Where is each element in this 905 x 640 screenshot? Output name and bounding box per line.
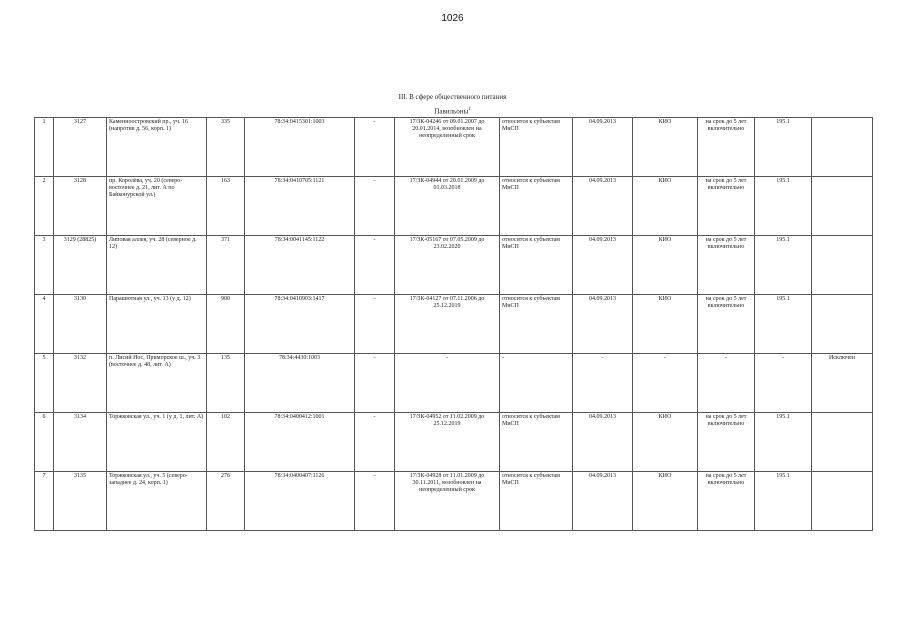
cell-lease-contract: 17/ЗК-04952 от 11.02.2009 до 25.12.2019 — [395, 413, 500, 472]
cell-smb-status: - — [500, 354, 573, 413]
cell-smb-status: относится к субъектам МиСП — [500, 236, 573, 295]
cell-code: 195.1 — [755, 118, 812, 177]
cell-row-number: 7 — [35, 472, 54, 531]
cell-object-id: 3134 — [54, 413, 107, 472]
cell-address: пр. Королёва, уч. 20 (северо-восточнее д. 21, лит. А по Байконурской ул.) — [107, 177, 207, 236]
cell-date: 04.09.2013 — [573, 236, 633, 295]
cell-address: Парашютная ул., уч. 13 (у д. 12) — [107, 295, 207, 354]
cell-lease-contract: - — [395, 354, 500, 413]
cell-address: Торжковская ул., уч. 5 (северо-западнее д. 24, корп. 1) — [107, 472, 207, 531]
cell-note — [812, 177, 873, 236]
cell-column-5: - — [355, 236, 395, 295]
cell-date: 04.09.2013 — [573, 177, 633, 236]
cell-code: 195.1 — [755, 413, 812, 472]
cell-code: - — [755, 354, 812, 413]
cell-column-5: - — [355, 354, 395, 413]
cell-column-5: - — [355, 118, 395, 177]
cell-note — [812, 236, 873, 295]
cell-note — [812, 295, 873, 354]
cell-area: 163 — [207, 177, 245, 236]
cell-term: на срок до 5 лет включительно — [698, 472, 755, 531]
cell-date: 04.09.2013 — [573, 472, 633, 531]
cell-date: 04.09.2013 — [573, 413, 633, 472]
cell-column-5: - — [355, 177, 395, 236]
cell-cadastral-number: 78:34:0415301:1003 — [245, 118, 355, 177]
table-row — [35, 472, 873, 531]
cell-smb-status: относится к субъектам МиСП — [500, 472, 573, 531]
cell-code: 195.1 — [755, 177, 812, 236]
table-row — [35, 118, 873, 177]
cell-note — [812, 413, 873, 472]
cell-cadastral-number: 78:34:0041145:1122 — [245, 236, 355, 295]
cell-object-id: 3135 — [54, 472, 107, 531]
table-row — [35, 295, 873, 354]
cell-cadastral-number: 78:34:0400407:1126 — [245, 472, 355, 531]
cell-row-number: 1 — [35, 118, 54, 177]
cell-term: - — [698, 354, 755, 413]
cell-organization: КИО — [633, 413, 698, 472]
page-number: 1026 — [441, 13, 464, 24]
cell-object-id: 3132 — [54, 354, 107, 413]
cell-object-id: 3129 (28825) — [54, 236, 107, 295]
section-title: III. В сфере общественного питания — [398, 93, 507, 101]
cell-row-number: 5 — [35, 354, 54, 413]
cell-note — [812, 118, 873, 177]
cell-lease-contract: 17/ЗК-04928 от 11.01.2009 до 30.11.2011, возобновлен на неопределенный срок — [395, 472, 500, 531]
cell-object-id: 3128 — [54, 177, 107, 236]
cell-organization: КИО — [633, 236, 698, 295]
cell-smb-status: относится к субъектам МиСП — [500, 118, 573, 177]
cell-object-id: 3130 — [54, 295, 107, 354]
subsection-title — [0, 107, 905, 115]
cell-address: Торжковская ул., уч. 1 (у д. 1, лит. А) — [107, 413, 207, 472]
cell-row-number: 3 — [35, 236, 54, 295]
cell-term: на срок до 5 лет включительно — [698, 236, 755, 295]
cell-smb-status: относится к субъектам МиСП — [500, 295, 573, 354]
cell-row-number: 2 — [35, 177, 54, 236]
table-row — [35, 413, 873, 472]
cell-column-5: - — [355, 295, 395, 354]
cell-organization: КИО — [633, 472, 698, 531]
subsection-label: Павильоны — [434, 107, 469, 116]
cell-row-number: 6 — [35, 413, 54, 472]
cell-date: 04.09.2013 — [573, 295, 633, 354]
cell-lease-contract: 17/ЗК-05167 от 07.05.2009 до 23.02.2020 — [395, 236, 500, 295]
cell-area: 102 — [207, 413, 245, 472]
cell-area: 335 — [207, 118, 245, 177]
cell-organization: КИО — [633, 177, 698, 236]
cell-organization: КИО — [633, 118, 698, 177]
cell-smb-status: относится к субъектам МиСП — [500, 413, 573, 472]
cell-cadastral-number: 78:34:0400412:1001 — [245, 413, 355, 472]
cell-term: на срок до 5 лет включительно — [698, 118, 755, 177]
cell-object-id: 3127 — [54, 118, 107, 177]
pavilions-table — [34, 117, 873, 531]
cell-date: - — [573, 354, 633, 413]
cell-lease-contract: 17/ЗК-04246 от 09.01.2007 до 20.01.2014, возобновлен на неопределенный срок — [395, 118, 500, 177]
table-row — [35, 177, 873, 236]
cell-organization: КИО — [633, 295, 698, 354]
cell-term: на срок до 5 лет включительно — [698, 295, 755, 354]
cell-code: 195.1 — [755, 472, 812, 531]
cell-lease-contract: 17/ЗК-04127 от 07.11.2006 до 25.12.2019 — [395, 295, 500, 354]
footnote-mark: 1 — [468, 107, 471, 112]
cell-term: на срок до 5 лет включительно — [698, 413, 755, 472]
cell-column-5: - — [355, 413, 395, 472]
cell-area: 135 — [207, 354, 245, 413]
cell-area: 276 — [207, 472, 245, 531]
cell-term: на срок до 5 лет включительно — [698, 177, 755, 236]
cell-organization: - — [633, 354, 698, 413]
cell-address: Каменноостровский пр., уч. 16 (напротив д. 56, корп. 1) — [107, 118, 207, 177]
cell-smb-status: относится к субъектам МиСП — [500, 177, 573, 236]
cell-cadastral-number: 78:34:4430:1003 — [245, 354, 355, 413]
table-row — [35, 236, 873, 295]
cell-row-number: 4 — [35, 295, 54, 354]
cell-code: 195.1 — [755, 236, 812, 295]
cell-cadastral-number: 78:34:0410903:1417 — [245, 295, 355, 354]
cell-address: Липовая аллея, уч. 28 (северное д. 12) — [107, 236, 207, 295]
cell-address: п. Лисий Нос, Приморское ш., уч. 3 (восточнее д. 48, лит. А) — [107, 354, 207, 413]
cell-code: 195.1 — [755, 295, 812, 354]
cell-area: 900 — [207, 295, 245, 354]
cell-cadastral-number: 78:34:0410705:1121 — [245, 177, 355, 236]
cell-date: 04.09.2013 — [573, 118, 633, 177]
cell-column-5: - — [355, 472, 395, 531]
table-row — [35, 354, 873, 413]
cell-note — [812, 472, 873, 531]
cell-lease-contract: 17/ЗК-04944 от 20.01.2009 до 01.03.2018 — [395, 177, 500, 236]
cell-note: Исключен — [812, 354, 873, 413]
cell-area: 371 — [207, 236, 245, 295]
